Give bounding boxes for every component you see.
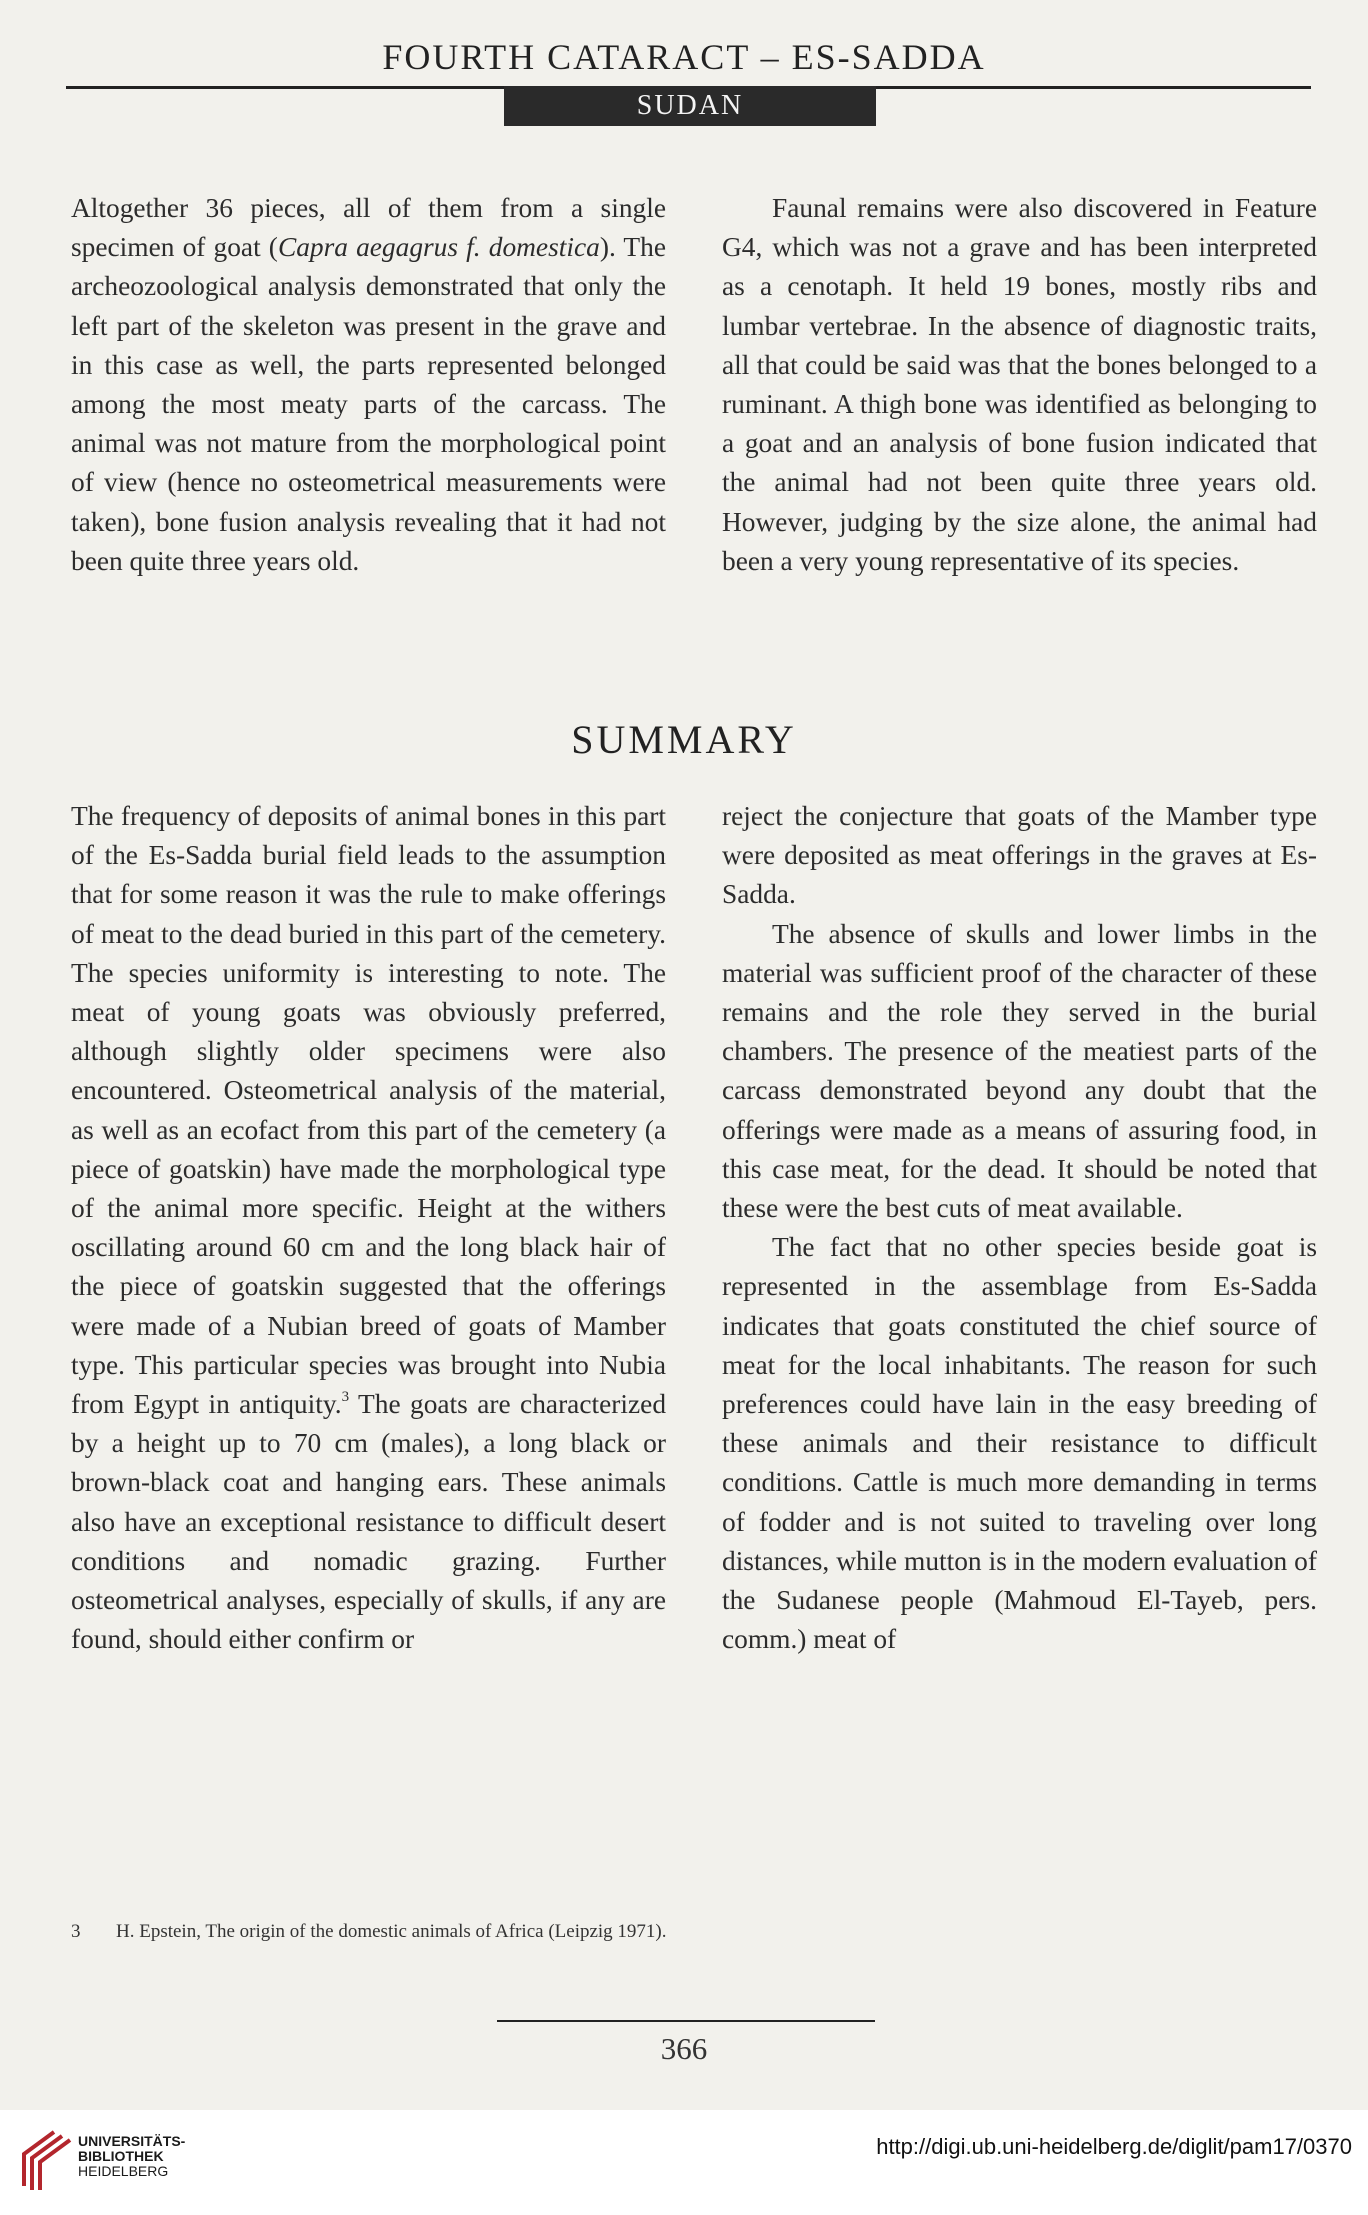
library-logo-icon[interactable] [14,2128,72,2192]
text-span: The goats are characterized by a height up to 70 cm (males), a long black or brown-black coat and hanging ears. These animals also have an exceptional resistance to difficult desert conditions and nomadic grazing. Further osteometrical analyses, especially of skulls, if any are found, should either confirm or [71,1389,667,1655]
footnote-number: 3 [71,1921,81,1942]
text-span: The frequency of deposits of animal bones in this part of the Es-Sadda burial field leads to the assumption that for some reason it was the rule to make offerings of meat to the dead buried in this part of the cemetery. The species uniformity is interesting to note. The meat of young goats was obviously preferred, although slightly older specimens were also encountered. Osteometrical analysis of the material, as well as an ecofact from this part of the cemetery (a piece of goatskin) have made the morphological type of the animal more specific. Height at the withers oscillating around 60 cm and the long black hair of the piece of goatskin suggested that the offerings were made of a Nubian breed of goats of Mamber type. This particular species was brought into Nubia from Egypt in antiquity. [71,801,666,1420]
permalink-url[interactable]: http://digi.ub.uni-heidelberg.de/diglit/pam17/0370 [876,2134,1352,2159]
text-span: ). The archeozoological analysis demonstrated that only the left part of the skeleton was present in the grave and in this case as well, the parts represented belonged among the most meaty parts of the carcass. The animal was not mature from the morphological point of view (hence no osteometrical measurements were taken), bone fusion analysis revealing that it had not been quite three years old. [71,232,667,576]
paragraph: The absence of skulls and lower limbs in the material was sufficient proof of the character of these remains and the role they served in the burial chambers. The presence of the meatiest parts of the carcass demonstrated beyond any doubt that the offerings were made as a means of assuring food, in this case meat, for the dead. It should be noted that these were the best cuts of meat available. [722,918,1317,1224]
top-left-column [71,189,666,581]
library-name-line: BIBLIOTHEK [78,2148,164,2164]
paragraph [71,189,666,581]
section-tab: SUDAN [504,86,876,126]
text-span: Altogether 36 pieces, all of them from a single specimen of goat ( [71,193,666,263]
footnote-text: H. Epstein, The origin of the domestic animals of Africa (Leipzig 1971). [116,1921,667,1942]
species-name: Capra aegagrus f. domestica [277,232,600,263]
footnote-reference[interactable]: 3 [341,1389,350,1406]
paragraph: The fact that no other species beside goat is represented in the assemblage from Es-Sadda indicates that goats constituted the chief source of meat for the local inhabitants. The reason for such preferences could have lain in the easy breeding of these animals and their resistance to difficult conditions. Cattle is much more demanding in terms of fodder and is not suited to traveling over long distances, while mutton is in the modern evaluation of the Sudanese people (Mahmoud El-Tayeb, pers. comm.) meat of [722,1232,1317,1655]
summary-heading: SUMMARY [571,717,797,762]
top-right-column [722,189,1317,581]
summary-left-column [71,797,666,1659]
summary-right-column [722,797,1317,1659]
footnote [71,1921,667,1943]
viewer-footer [0,2110,1368,2215]
paragraph [71,797,666,1659]
paragraph: reject the conjecture that goats of the Mamber type were deposited as meat offerings in the graves at Es-Sadda. [722,801,1317,910]
library-name-line: HEIDELBERG [78,2163,169,2179]
running-head: FOURTH CATARACT – ES-SADDA [382,37,986,77]
library-name-line: UNIVERSITÄTS- [78,2133,186,2149]
library-name [78,2134,185,2179]
paragraph: Faunal remains were also discovered in Feature G4, which was not a grave and has been interpreted as a cenotaph. It held 19 bones, mostly ribs and lumbar vertebrae. In the absence of diagnostic traits, all that could be said was that the bones belonged to a ruminant. A thigh bone was identified as belonging to a goat and an analysis of bone fusion indicated that the animal had not been quite three years old. However, judging by the size alone, the animal had been a very young representative of its species. [722,193,1317,576]
page-number: 366 [660,2031,708,2066]
footer-rule [497,2020,875,2022]
